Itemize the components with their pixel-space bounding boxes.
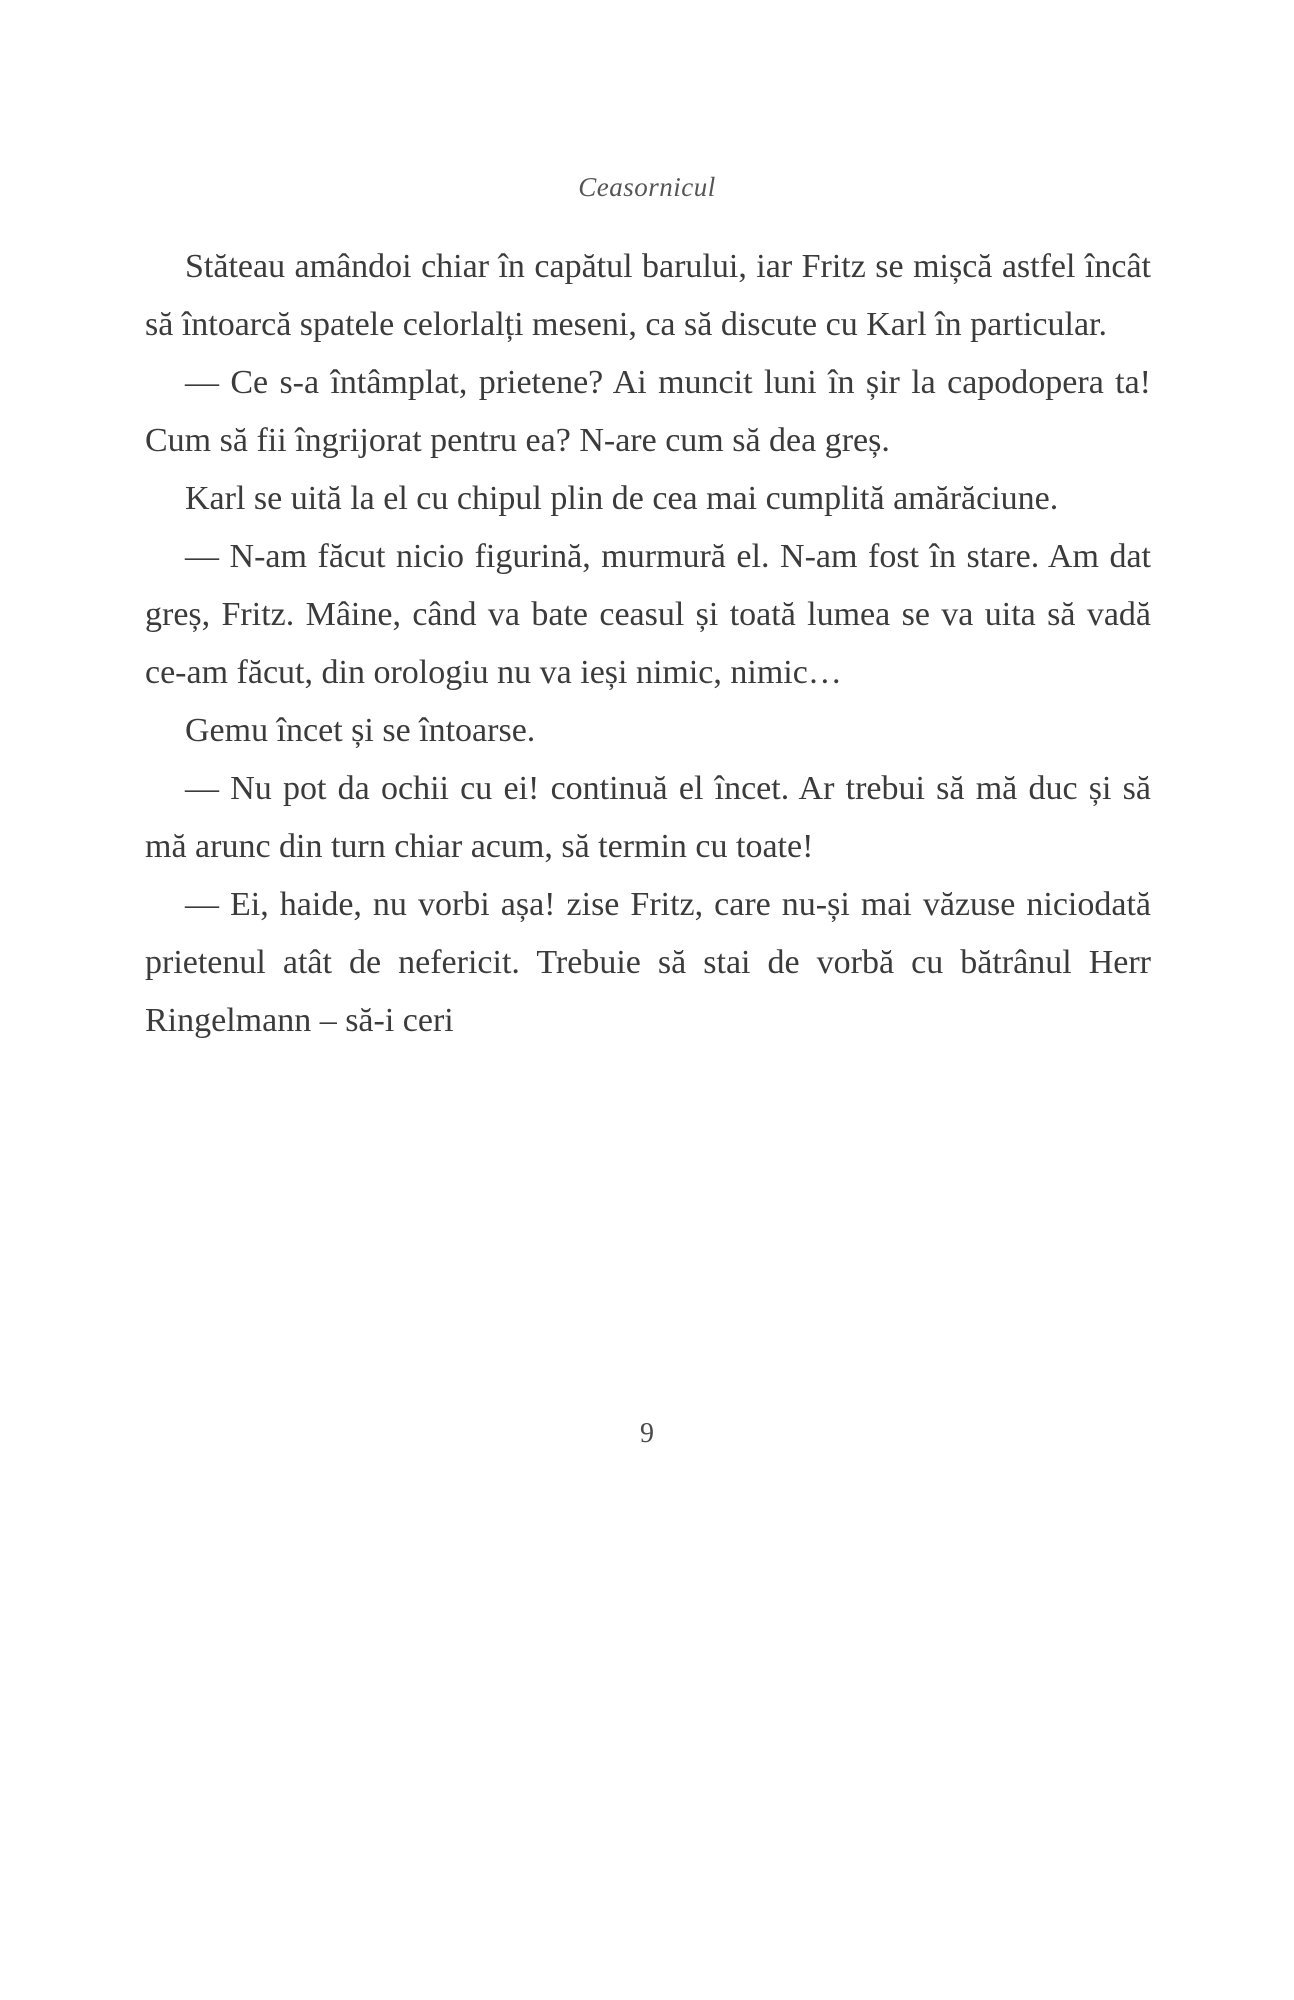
paragraph: — Nu pot da ochii cu ei! continuă el încet. Ar trebui să mă duc și să mă arunc din turn chiar acum, să termin cu toate!	[145, 770, 1151, 865]
paragraph: Stăteau amândoi chiar în capătul barului, iar Fritz se mișcă astfel încât să întoarcă spatele celorlalți meseni, ca să discute cu Karl în particular.	[145, 248, 1151, 343]
page-number: 9	[640, 1418, 654, 1449]
body-text	[145, 238, 1151, 1050]
paragraph: Gemu încet și se întoarse.	[185, 712, 536, 749]
running-header: Ceasornicul	[578, 172, 716, 202]
paragraph: — Ei, haide, nu vorbi așa! zise Fritz, care nu-și mai văzuse niciodată prietenul atât de nefericit. Trebuie să stai de vorbă cu bătrânul Herr Ringelmann – să-i ceri	[145, 886, 1151, 1039]
paragraph: Karl se uită la el cu chipul plin de cea mai cumplită amărăciune.	[185, 480, 1059, 517]
paragraph: — N-am făcut nicio figurină, murmură el. N-am fost în stare. Am dat greș, Fritz. Mâine, când va bate ceasul și toată lumea se va uita să vadă ce-am făcut, din orologiu nu va ieși nimic, nimic…	[145, 538, 1151, 691]
paragraph: — Ce s-a întâmplat, prietene? Ai muncit luni în șir la capodopera ta! Cum să fii îngrijorat pentru ea? N-are cum să dea greș.	[145, 364, 1151, 459]
